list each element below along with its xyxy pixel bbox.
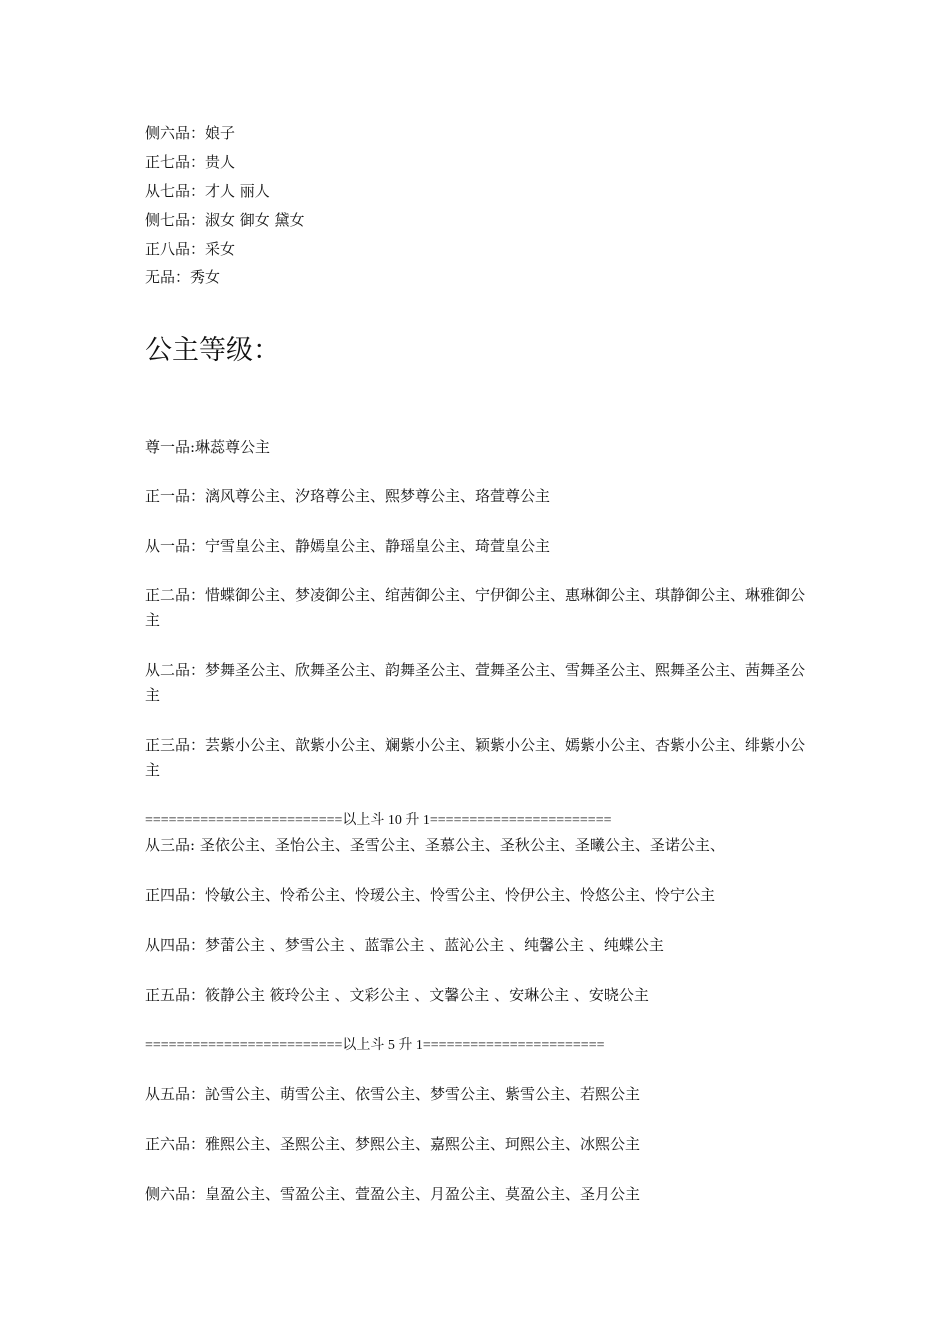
consort-rank-line: 侧六品：娘子 [145,124,236,142]
princess-rank-line: 从四品：梦蕾公主 、梦雪公主 、蓝霏公主 、蓝沁公主 、纯馨公主 、纯蝶公主 [145,936,664,954]
princess-rank-line: 尊一品:琳蕊尊公主 [145,438,271,456]
section-title: 公主等级： [145,335,280,366]
consort-rank-line: 无品：秀女 [145,268,221,286]
princess-rank-line: 从一品：宁雪皇公主、静嫣皇公主、静瑶皇公主、琦萱皇公主 [145,537,551,555]
princess-rank-line: 从五品：訫雪公主、萌雪公主、依雪公主、梦雪公主、紫雪公主、若熙公主 [145,1085,641,1103]
consort-rank-line: 侧七品：淑女 御女 黛女 [145,211,305,229]
consort-rank-line: 正八品：采女 [145,240,236,258]
princess-rank-line: 侧六品：皇盈公主、雪盈公主、萱盈公主、月盈公主、莫盈公主、圣月公主 [145,1185,641,1203]
consort-rank-line: 正七品：贵人 [145,153,236,171]
princess-rank-line: 从三品: 圣依公主、圣怡公主、圣雪公主、圣慕公主、圣秋公主、圣曦公主、圣诺公主、 [145,836,725,854]
consort-rank-line: 从七品：才人 丽人 [145,182,270,200]
separator-line: =========================以上斗 5 升 1======================= [145,1038,605,1053]
princess-rank-line: 正五品：筱静公主 筱玲公主 、文彩公主 、文馨公主 、安琳公主 、安晓公主 [145,986,649,1004]
princess-rank-line: 正六品：雅熙公主、圣熙公主、梦熙公主、嘉熙公主、珂熙公主、冰熙公主 [145,1135,641,1153]
separator-line: =========================以上斗 10 升 1======================= [145,813,612,828]
princess-rank-paragraph: 从二品：梦舞圣公主、欣舞圣公主、韵舞圣公主、萱舞圣公主、雪舞圣公主、熙舞圣公主、茜舞圣公主 [145,661,806,704]
princess-rank-line: 正一品：漓风尊公主、汐珞尊公主、熙梦尊公主、珞萱尊公主 [145,487,551,505]
princess-rank-paragraph: 正三品：芸紫小公主、歆紫小公主、斓紫小公主、颖紫小公主、嫣紫小公主、杏紫小公主、绯紫小公主 [145,736,806,779]
princess-rank-paragraph: 正二品：惜蝶御公主、梦凌御公主、绾茜御公主、宁伊御公主、惠琳御公主、琪静御公主、琳雅御公主 [145,586,806,629]
princess-rank-line: 正四品：怜敏公主、怜希公主、怜瑷公主、怜雪公主、怜伊公主、怜悠公主、怜宁公主 [145,886,716,904]
